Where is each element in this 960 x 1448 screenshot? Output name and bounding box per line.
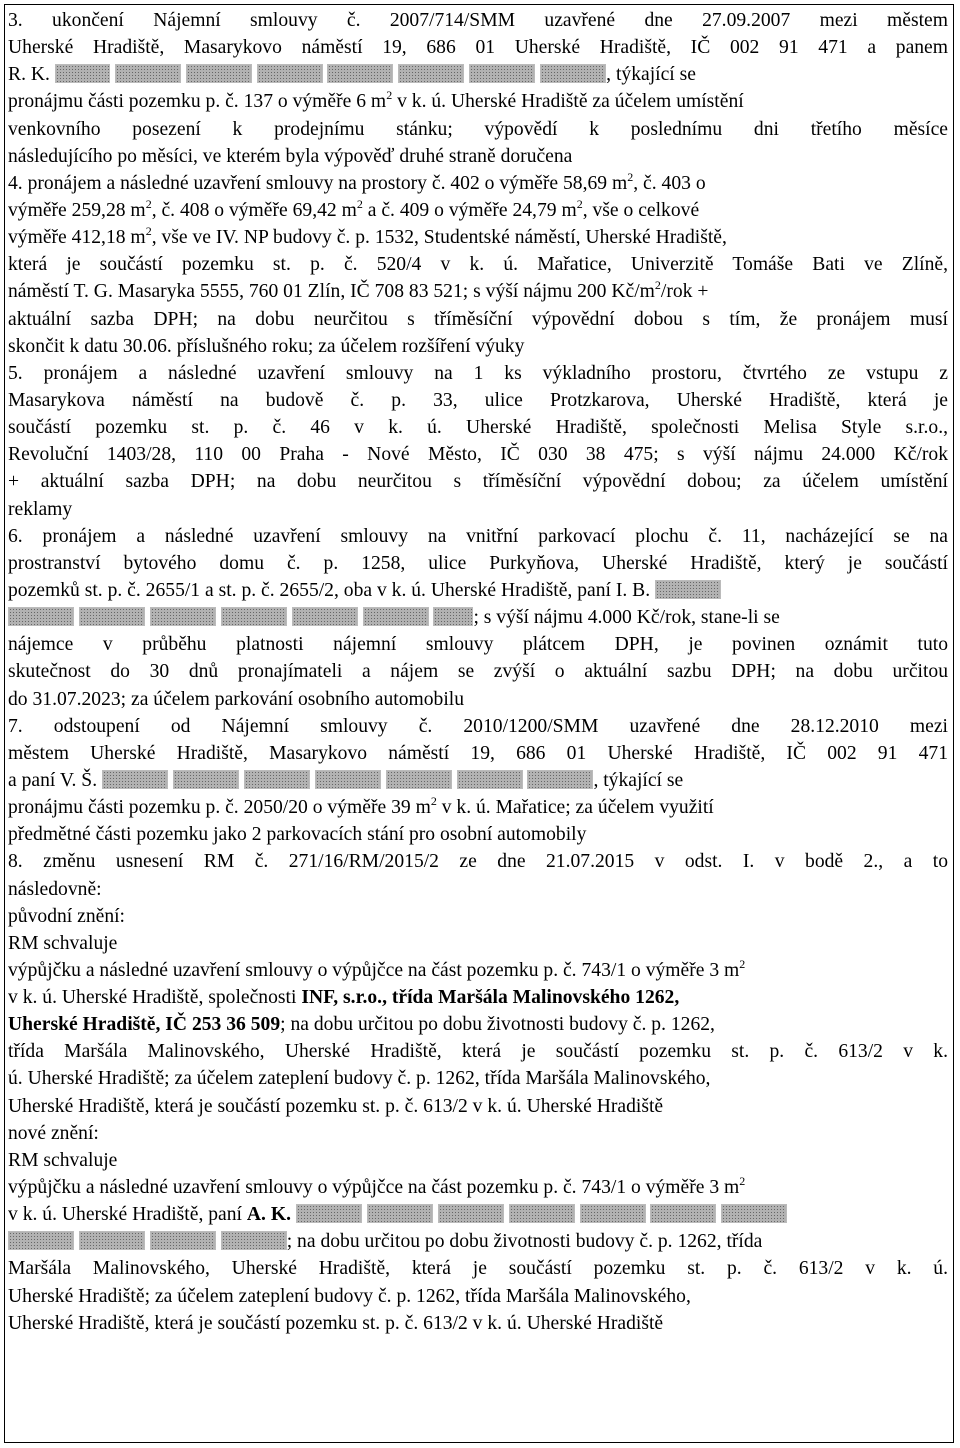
redaction-block: [363, 607, 429, 626]
item-3-line-4-b: v k. ú. Uherské Hradiště za účelem umístění: [392, 91, 744, 113]
redaction-block: [457, 770, 523, 789]
item-4-line-1-a: 4. pronájem a následné uzavření smlouvy na prostory č. 402 o výměře 58,69 m: [8, 172, 628, 194]
item-8-line-2: následovně:: [8, 878, 102, 900]
superscript: 2: [739, 956, 746, 971]
superscript: 2: [145, 196, 152, 211]
redaction-block: [150, 1231, 216, 1250]
item-7-line-4: [8, 794, 948, 821]
redaction-block: [540, 64, 606, 83]
original-line-4: třída Maršála Malinovského, Uherské Hradiště, která je součástí pozemku st. p. č. 613/2 v k.: [8, 1041, 948, 1063]
item-5-line-5: + aktuální sazba DPH; na dobu neurčitou s tříměsíční výpovědní dobou; za účelem umístění: [8, 471, 948, 493]
item-3-line-3-tail: , týkající se: [606, 64, 696, 86]
redaction-block: [8, 1231, 74, 1250]
redaction-block: [386, 770, 452, 789]
original-line-2-a: v k. ú. Uherské Hradiště, společnosti: [8, 987, 302, 1009]
redaction-block: [221, 607, 287, 626]
item-7-line-2: městem Uherské Hradiště, Masarykovo náměstí 19, 686 01 Uherské Hradiště, IČ 002 91 471: [8, 742, 948, 764]
item-4-line-3: [8, 224, 948, 251]
original-line-1: [8, 957, 948, 984]
item-3-line-3: [8, 61, 948, 88]
redaction-block: [469, 64, 535, 83]
item-4-line-5: [8, 278, 948, 305]
original-line-6: Uherské Hradiště, která je součástí pozemku st. p. č. 613/2 v k. ú. Uherské Hradiště: [8, 1095, 664, 1117]
superscript: 2: [654, 278, 661, 293]
original-wording-label: původní znění:: [8, 905, 125, 927]
original-line-3-b: ; na dobu určitou po dobu životnosti budovy č. p. 1262,: [280, 1014, 715, 1036]
item-3-name: R. K.: [8, 64, 50, 86]
superscript: 2: [356, 196, 363, 211]
item-5-line-3: součástí pozemku st. p. č. 46 v k. ú. Uherské Hradiště, společnosti Melisa Style s.r.o.,: [8, 417, 948, 439]
redaction-block: [433, 607, 473, 626]
new-person-bold: A. K.: [246, 1204, 291, 1226]
item-3-line-4-a: pronájmu části pozemku p. č. 137 o výměře 6 m: [8, 91, 387, 113]
item-3-line-5: venkovního posezení k prodejnímu stánku; výpovědí k poslednímu dni třetího měsíce: [8, 118, 948, 140]
item-4-line-1-b: , č. 403 o: [633, 172, 706, 194]
item-4-line-3-b: , vše ve IV. NP budovy č. p. 1532, Studentské náměstí, Uherské Hradiště,: [151, 227, 727, 249]
item-5-line-2: Masarykova náměstí na budově č. p. 33, ulice Protzkarova, Uherské Hradiště, která je: [8, 389, 948, 411]
item-7-line-3: [8, 767, 948, 794]
redaction-block: [398, 64, 464, 83]
superscript: 2: [386, 88, 393, 103]
new-line-3: [8, 1228, 948, 1255]
item-4-line-2-a: výměře 259,28 m: [8, 199, 146, 221]
redaction-block: [173, 770, 239, 789]
item-5-line-4: Revoluční 1403/28, 110 00 Praha - Nové Město, IČ 030 38 475; s výší nájmu 24.000 Kč/rok: [8, 444, 948, 466]
item-6-line-3-text: pozemků st. p. č. 2655/1 a st. p. č. 2655/2, oba v k. ú. Uherské Hradiště, paní I. B.: [8, 579, 651, 601]
item-7-line-1: 7. odstoupení od Nájemní smlouvy č. 2010/1200/SMM uzavřené dne 28.12.2010 mezi: [8, 715, 948, 737]
superscript: 2: [145, 224, 152, 239]
redaction-block: [221, 1231, 287, 1250]
item-3-line-4: [8, 88, 948, 115]
redaction-block: [721, 1204, 787, 1223]
item-6-line-5: nájemce v průběhu platnosti nájemní smlouvy plátcem DPH, je povinen oznámit tuto: [8, 634, 948, 656]
redaction-block: [327, 64, 393, 83]
item-6-line-6: skutečnost do 30 dnů pronajímateli a nájem se zvýší o aktuální sazbu DPH; na dobu určitou: [8, 661, 948, 683]
rm-approves-new: RM schvaluje: [8, 1149, 118, 1171]
new-line-2: [8, 1201, 948, 1228]
redaction-block: [8, 607, 74, 626]
redaction-block: [257, 64, 323, 83]
redaction-block: [509, 1204, 575, 1223]
new-line-2-a: v k. ú. Uherské Hradiště, paní: [8, 1204, 247, 1226]
item-4-line-5-a: náměstí T. G. Masaryka 5555, 760 01 Zlín, IČ 708 83 521; s výší nájmu 200 Kč/m: [8, 281, 655, 303]
item-7-line-4-a: pronájmu části pozemku p. č. 2050/20 o výměře 39 m: [8, 797, 431, 819]
new-line-4: Maršála Malinovského, Uherské Hradiště, která je součástí pozemku st. p. č. 613/2 v k. ú.: [8, 1258, 948, 1280]
item-3-line-1: 3. ukončení Nájemní smlouvy č. 2007/714/SMM uzavřené dne 27.09.2007 mezi městem: [8, 10, 948, 31]
item-6-line-3: [8, 577, 948, 604]
original-company-bold: INF, s.r.o., třída Maršála Malinovského 1262,: [301, 987, 680, 1009]
redaction-block: [650, 1204, 716, 1223]
redaction-block: [292, 607, 358, 626]
item-6-line-4: [8, 604, 948, 631]
redaction-block: [438, 1204, 504, 1223]
redaction-block: [527, 770, 593, 789]
new-line-1: [8, 1174, 948, 1201]
item-4-line-5-b: /rok +: [660, 281, 709, 303]
rm-approves-original: RM schvaluje: [8, 932, 118, 954]
item-6-line-2: prostranství bytového domu č. p. 1258, ulice Purkyňova, Uherské Hradiště, který je součástí: [8, 552, 948, 574]
new-wording-label: nové znění:: [8, 1122, 99, 1144]
item-7-line-3-tail: , týkající se: [593, 769, 684, 791]
item-7-name: a paní V. Š.: [8, 769, 98, 791]
item-6-line-4-tail: ; s výší nájmu 4.000 Kč/rok, stane-li se: [473, 607, 780, 629]
new-line-3-tail: ; na dobu určitou po dobu životnosti budovy č. p. 1262, třída: [286, 1231, 763, 1253]
redaction-block: [150, 607, 216, 626]
item-4-line-2: [8, 197, 948, 224]
redaction-block: [115, 64, 181, 83]
item-5-line-1: 5. pronájem a následné uzavření smlouvy na 1 ks výkladního prostoru, čtvrtého ze vstupu z: [8, 362, 948, 384]
redaction-block: [580, 1204, 646, 1223]
original-line-1-a: výpůjčku a následné uzavření smlouvy o výpůjčce na část pozemku p. č. 743/1 o výměře 3 m: [8, 959, 740, 981]
redaction-block: [186, 64, 252, 83]
resolution-text: [8, 7, 948, 1337]
new-line-5: Uherské Hradiště; za účelem zateplení budovy č. p. 1262, třída Maršála Malinovského,: [8, 1285, 691, 1307]
item-6-line-7: do 31.07.2023; za účelem parkování osobního automobilu: [8, 688, 465, 710]
new-line-6: Uherské Hradiště, která je součástí pozemku st. p. č. 613/2 v k. ú. Uherské Hradiště: [8, 1312, 664, 1334]
redaction-block: [315, 770, 381, 789]
original-line-5: ú. Uherské Hradiště; za účelem zateplení budovy č. p. 1262, třída Maršála Malinovského,: [8, 1068, 711, 1090]
redaction-block: [79, 607, 145, 626]
item-4-line-2-d: , vše o celkové: [582, 199, 700, 221]
superscript: 2: [576, 196, 583, 211]
superscript: 2: [739, 1174, 746, 1189]
redaction-block: [55, 64, 110, 83]
item-4-line-2-c: a č. 409 o výměře 24,79 m: [362, 199, 577, 221]
item-5-line-6: reklamy: [8, 498, 73, 520]
redaction-block: [296, 1204, 362, 1223]
original-company-id-bold: Uherské Hradiště, IČ 253 36 509: [8, 1014, 281, 1036]
item-4-line-6: aktuální sazba DPH; na dobu neurčitou s tříměsíční výpovědní dobou s tím, že pronájem musí: [8, 308, 948, 330]
item-4-line-1: [8, 170, 948, 197]
item-7-line-5: předmětné části pozemku jako 2 parkovacích stání pro osobní automobily: [8, 824, 587, 846]
item-8-line-1: 8. změnu usnesení RM č. 271/16/RM/2015/2 ze dne 21.07.2015 v odst. I. v bodě 2., a to: [8, 851, 948, 873]
item-4-line-3-a: výměře 412,18 m: [8, 227, 146, 249]
redaction-block: [655, 580, 721, 599]
item-4-line-2-b: , č. 408 o výměře 69,42 m: [151, 199, 357, 221]
new-line-1-a: výpůjčku a následné uzavření smlouvy o výpůjčce na část pozemku p. č. 743/1 o výměře 3 m: [8, 1177, 740, 1199]
redaction-block: [244, 770, 310, 789]
superscript: 2: [430, 794, 437, 809]
item-7-line-4-b: v k. ú. Mařatice; za účelem využití: [436, 797, 714, 819]
original-line-3: [8, 1011, 948, 1038]
item-3-line-2: Uherské Hradiště, Masarykovo náměstí 19, 686 01 Uherské Hradiště, IČ 002 91 471 a panem: [8, 37, 948, 59]
item-6-line-1: 6. pronájem a následné uzavření smlouvy na vnitřní parkovací plochu č. 11, nacházející se na: [8, 525, 948, 547]
original-line-2: [8, 984, 948, 1011]
redaction-block: [102, 770, 168, 789]
redaction-block: [79, 1231, 145, 1250]
item-3-line-6: následujícího po měsíci, ve kterém byla výpověď druhé straně doručena: [8, 145, 573, 167]
redaction-block: [367, 1204, 433, 1223]
item-4-line-7: skončit k datu 30.06. příslušného roku; za účelem rozšíření výuky: [8, 335, 525, 357]
superscript: 2: [627, 169, 634, 184]
item-4-line-4: která je součástí pozemku st. p. č. 520/4 v k. ú. Mařatice, Univerzitě Tomáše Bati ve Zlíně,: [8, 254, 948, 276]
